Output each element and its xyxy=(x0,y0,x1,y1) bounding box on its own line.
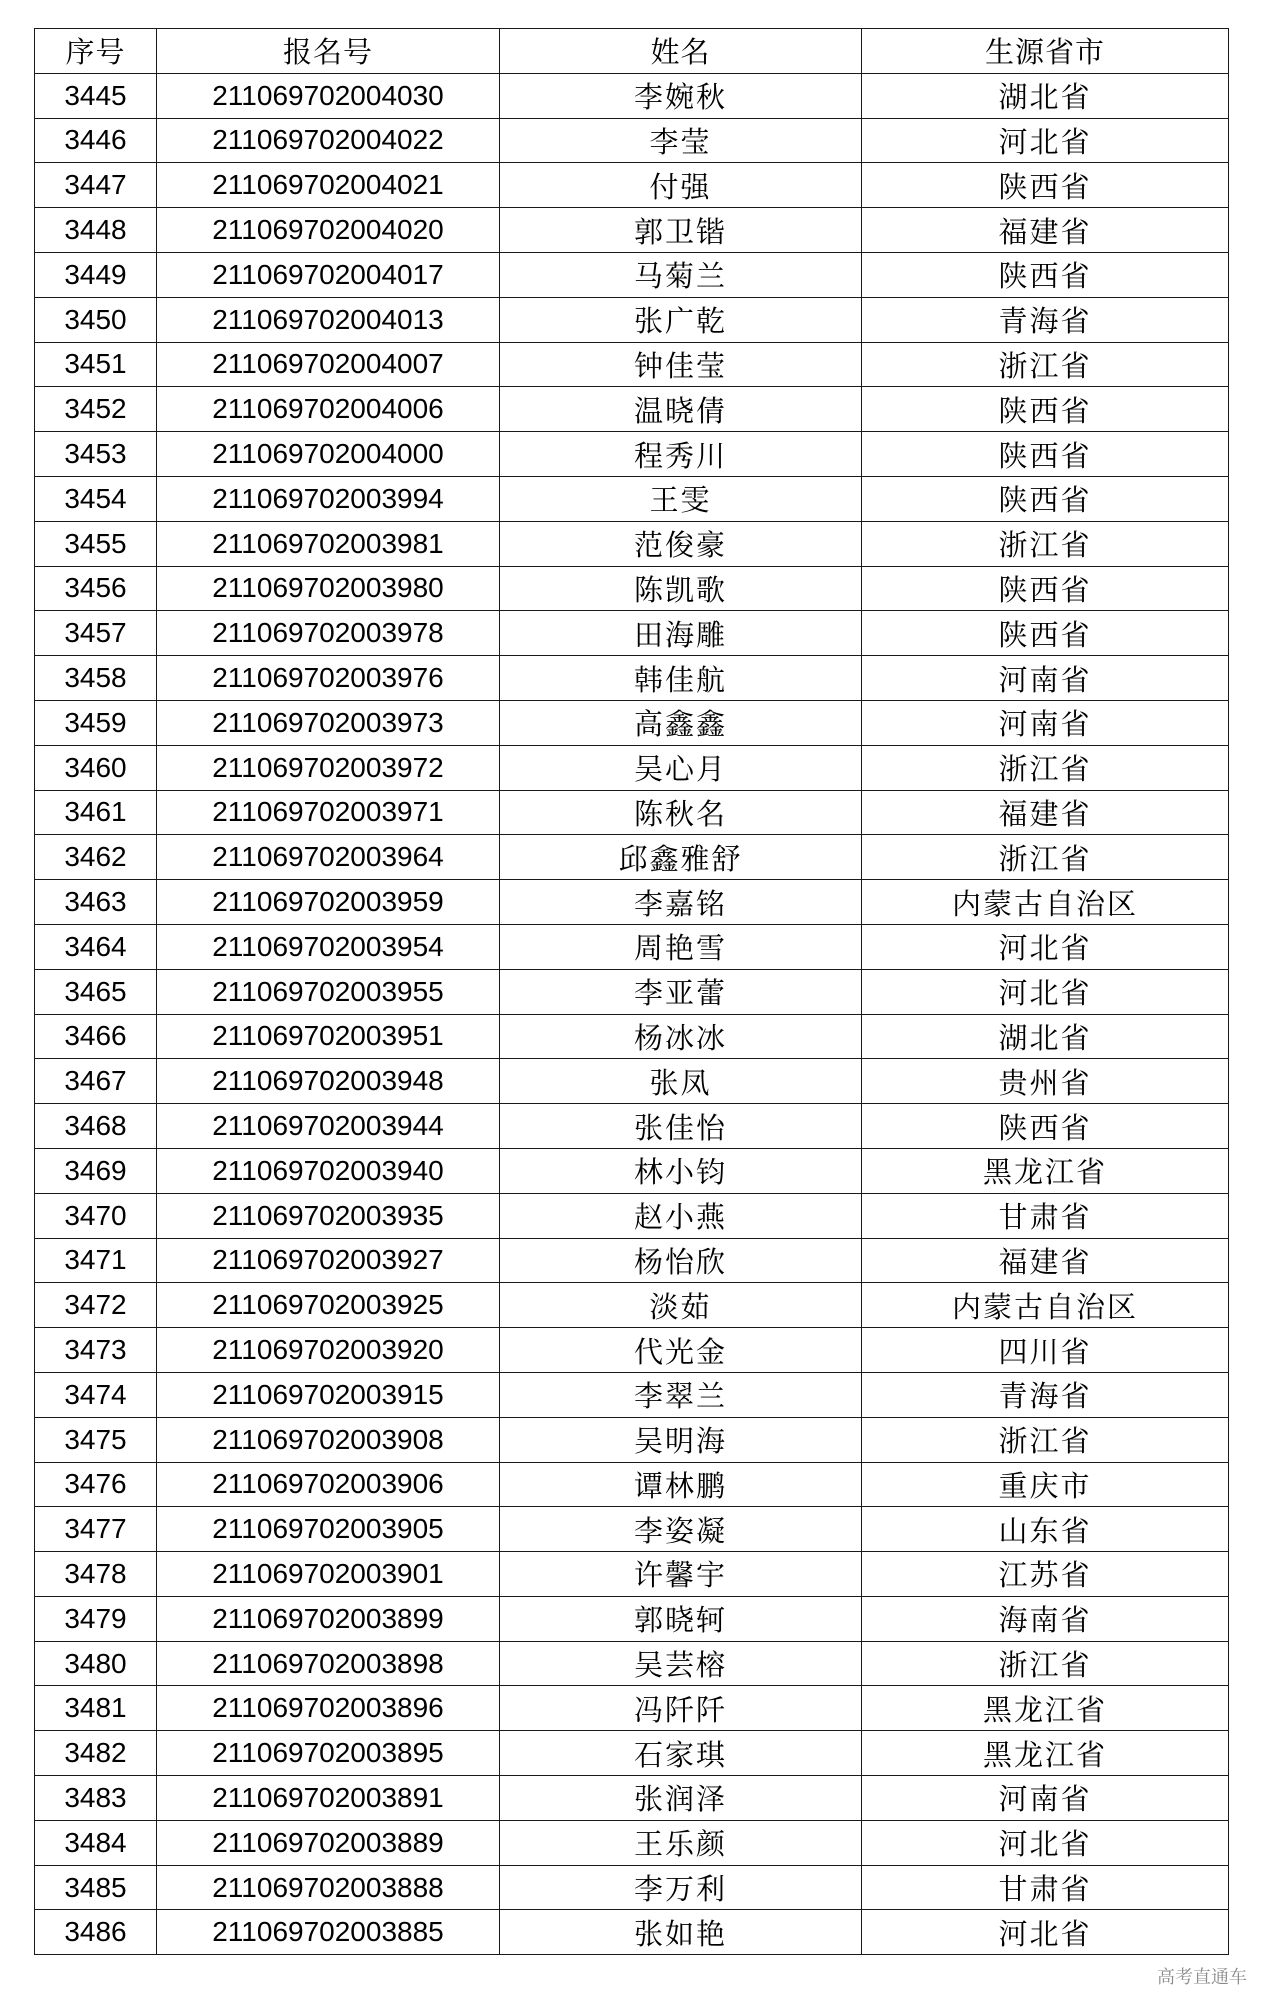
cell-registration-number: 211069702003891 xyxy=(157,1776,500,1821)
cell-sequence: 3460 xyxy=(35,745,157,790)
cell-registration-number: 211069702004006 xyxy=(157,387,500,432)
cell-sequence: 3465 xyxy=(35,969,157,1014)
cell-registration-number: 211069702003972 xyxy=(157,745,500,790)
header-sequence: 序号 xyxy=(35,29,157,74)
cell-name: 邱鑫雅舒 xyxy=(500,835,862,880)
cell-sequence: 3481 xyxy=(35,1686,157,1731)
table-body xyxy=(35,73,1229,1954)
cell-name: 李亚蕾 xyxy=(500,969,862,1014)
cell-province: 河南省 xyxy=(862,700,1229,745)
cell-registration-number: 211069702003935 xyxy=(157,1193,500,1238)
cell-province: 陕西省 xyxy=(862,476,1229,521)
table-row xyxy=(35,1462,1229,1507)
cell-registration-number: 211069702004013 xyxy=(157,297,500,342)
cell-registration-number: 211069702003898 xyxy=(157,1641,500,1686)
table-row xyxy=(35,1596,1229,1641)
cell-province: 浙江省 xyxy=(862,342,1229,387)
table-row xyxy=(35,118,1229,163)
table-row xyxy=(35,969,1229,1014)
cell-registration-number: 211069702003920 xyxy=(157,1328,500,1373)
cell-sequence: 3469 xyxy=(35,1148,157,1193)
cell-sequence: 3450 xyxy=(35,297,157,342)
cell-sequence: 3484 xyxy=(35,1820,157,1865)
cell-name: 李婉秋 xyxy=(500,73,862,118)
cell-name: 李翠兰 xyxy=(500,1372,862,1417)
cell-registration-number: 211069702004021 xyxy=(157,163,500,208)
cell-registration-number: 211069702003906 xyxy=(157,1462,500,1507)
cell-name: 马菊兰 xyxy=(500,252,862,297)
cell-province: 浙江省 xyxy=(862,835,1229,880)
cell-province: 海南省 xyxy=(862,1596,1229,1641)
cell-sequence: 3445 xyxy=(35,73,157,118)
cell-province: 甘肃省 xyxy=(862,1865,1229,1910)
cell-sequence: 3474 xyxy=(35,1372,157,1417)
cell-name: 陈秋名 xyxy=(500,790,862,835)
cell-sequence: 3482 xyxy=(35,1731,157,1776)
cell-province: 陕西省 xyxy=(862,566,1229,611)
table-row xyxy=(35,924,1229,969)
cell-sequence: 3478 xyxy=(35,1552,157,1597)
cell-name: 李万利 xyxy=(500,1865,862,1910)
cell-province: 黑龙江省 xyxy=(862,1731,1229,1776)
cell-province: 陕西省 xyxy=(862,387,1229,432)
cell-name: 代光金 xyxy=(500,1328,862,1373)
cell-province: 重庆市 xyxy=(862,1462,1229,1507)
cell-sequence: 3447 xyxy=(35,163,157,208)
cell-registration-number: 211069702004017 xyxy=(157,252,500,297)
table-row xyxy=(35,1417,1229,1462)
cell-province: 河南省 xyxy=(862,1776,1229,1821)
table-row xyxy=(35,1776,1229,1821)
cell-registration-number: 211069702003908 xyxy=(157,1417,500,1462)
table-row xyxy=(35,1865,1229,1910)
cell-province: 河北省 xyxy=(862,118,1229,163)
table-row xyxy=(35,880,1229,925)
cell-name: 石家琪 xyxy=(500,1731,862,1776)
cell-name: 温晓倩 xyxy=(500,387,862,432)
cell-name: 林小钧 xyxy=(500,1148,862,1193)
cell-sequence: 3483 xyxy=(35,1776,157,1821)
cell-province: 四川省 xyxy=(862,1328,1229,1373)
cell-sequence: 3456 xyxy=(35,566,157,611)
table-row xyxy=(35,1328,1229,1373)
cell-name: 吴明海 xyxy=(500,1417,862,1462)
cell-registration-number: 211069702003964 xyxy=(157,835,500,880)
cell-sequence: 3475 xyxy=(35,1417,157,1462)
cell-sequence: 3477 xyxy=(35,1507,157,1552)
table-row xyxy=(35,790,1229,835)
cell-province: 黑龙江省 xyxy=(862,1686,1229,1731)
cell-sequence: 3468 xyxy=(35,1104,157,1149)
cell-sequence: 3455 xyxy=(35,521,157,566)
cell-name: 陈凯歌 xyxy=(500,566,862,611)
cell-sequence: 3464 xyxy=(35,924,157,969)
cell-registration-number: 211069702003927 xyxy=(157,1238,500,1283)
cell-province: 陕西省 xyxy=(862,252,1229,297)
cell-name: 许馨宇 xyxy=(500,1552,862,1597)
table-row xyxy=(35,835,1229,880)
header-registration-number: 报名号 xyxy=(157,29,500,74)
table-header xyxy=(35,29,1229,74)
cell-name: 田海雕 xyxy=(500,611,862,656)
table-row xyxy=(35,1820,1229,1865)
cell-sequence: 3459 xyxy=(35,700,157,745)
cell-sequence: 3462 xyxy=(35,835,157,880)
cell-name: 韩佳航 xyxy=(500,656,862,701)
cell-name: 谭林鹏 xyxy=(500,1462,862,1507)
cell-name: 范俊豪 xyxy=(500,521,862,566)
table-row xyxy=(35,432,1229,477)
cell-sequence: 3451 xyxy=(35,342,157,387)
cell-registration-number: 211069702003940 xyxy=(157,1148,500,1193)
cell-sequence: 3466 xyxy=(35,1014,157,1059)
table-row xyxy=(35,1059,1229,1104)
table-row xyxy=(35,163,1229,208)
cell-registration-number: 211069702003948 xyxy=(157,1059,500,1104)
table-row xyxy=(35,1372,1229,1417)
cell-name: 杨怡欣 xyxy=(500,1238,862,1283)
cell-registration-number: 211069702003925 xyxy=(157,1283,500,1328)
cell-sequence: 3476 xyxy=(35,1462,157,1507)
cell-registration-number: 211069702003915 xyxy=(157,1372,500,1417)
cell-province: 陕西省 xyxy=(862,611,1229,656)
cell-province: 河北省 xyxy=(862,924,1229,969)
cell-name: 吴芸榕 xyxy=(500,1641,862,1686)
table-row xyxy=(35,1641,1229,1686)
cell-registration-number: 211069702003976 xyxy=(157,656,500,701)
cell-province: 山东省 xyxy=(862,1507,1229,1552)
roster-table xyxy=(34,28,1229,1955)
cell-name: 张广乾 xyxy=(500,297,862,342)
cell-sequence: 3457 xyxy=(35,611,157,656)
cell-sequence: 3473 xyxy=(35,1328,157,1373)
table-row xyxy=(35,745,1229,790)
cell-registration-number: 211069702003994 xyxy=(157,476,500,521)
cell-province: 甘肃省 xyxy=(862,1193,1229,1238)
cell-sequence: 3458 xyxy=(35,656,157,701)
cell-registration-number: 211069702003951 xyxy=(157,1014,500,1059)
cell-province: 陕西省 xyxy=(862,1104,1229,1149)
table-row xyxy=(35,1014,1229,1059)
cell-registration-number: 211069702003905 xyxy=(157,1507,500,1552)
cell-name: 张凤 xyxy=(500,1059,862,1104)
cell-registration-number: 211069702003978 xyxy=(157,611,500,656)
cell-name: 张润泽 xyxy=(500,1776,862,1821)
cell-registration-number: 211069702003885 xyxy=(157,1910,500,1955)
cell-province: 江苏省 xyxy=(862,1552,1229,1597)
cell-name: 高鑫鑫 xyxy=(500,700,862,745)
cell-province: 浙江省 xyxy=(862,1417,1229,1462)
cell-registration-number: 211069702004000 xyxy=(157,432,500,477)
cell-sequence: 3470 xyxy=(35,1193,157,1238)
cell-province: 福建省 xyxy=(862,208,1229,253)
cell-registration-number: 211069702003895 xyxy=(157,1731,500,1776)
cell-sequence: 3461 xyxy=(35,790,157,835)
cell-name: 郭卫锴 xyxy=(500,208,862,253)
cell-registration-number: 211069702003944 xyxy=(157,1104,500,1149)
cell-province: 陕西省 xyxy=(862,163,1229,208)
cell-sequence: 3472 xyxy=(35,1283,157,1328)
cell-name: 钟佳莹 xyxy=(500,342,862,387)
cell-province: 浙江省 xyxy=(862,1641,1229,1686)
table-row xyxy=(35,1104,1229,1149)
table-row xyxy=(35,342,1229,387)
cell-province: 湖北省 xyxy=(862,1014,1229,1059)
cell-name: 淡茹 xyxy=(500,1283,862,1328)
cell-registration-number: 211069702004022 xyxy=(157,118,500,163)
cell-province: 河南省 xyxy=(862,656,1229,701)
cell-name: 付强 xyxy=(500,163,862,208)
cell-sequence: 3448 xyxy=(35,208,157,253)
table-row xyxy=(35,1238,1229,1283)
cell-registration-number: 211069702003980 xyxy=(157,566,500,611)
cell-registration-number: 211069702003981 xyxy=(157,521,500,566)
cell-name: 赵小燕 xyxy=(500,1193,862,1238)
cell-province: 河北省 xyxy=(862,1910,1229,1955)
cell-name: 杨冰冰 xyxy=(500,1014,862,1059)
cell-registration-number: 211069702004030 xyxy=(157,73,500,118)
cell-sequence: 3454 xyxy=(35,476,157,521)
table-row xyxy=(35,1148,1229,1193)
table-row xyxy=(35,297,1229,342)
cell-province: 福建省 xyxy=(862,1238,1229,1283)
cell-registration-number: 211069702003955 xyxy=(157,969,500,1014)
cell-registration-number: 211069702003899 xyxy=(157,1596,500,1641)
cell-name: 程秀川 xyxy=(500,432,862,477)
cell-sequence: 3463 xyxy=(35,880,157,925)
cell-province: 青海省 xyxy=(862,1372,1229,1417)
cell-name: 冯阡阡 xyxy=(500,1686,862,1731)
table-row xyxy=(35,387,1229,432)
cell-province: 陕西省 xyxy=(862,432,1229,477)
cell-name: 王乐颜 xyxy=(500,1820,862,1865)
table-row xyxy=(35,1507,1229,1552)
cell-registration-number: 211069702003971 xyxy=(157,790,500,835)
table-row xyxy=(35,1686,1229,1731)
cell-province: 福建省 xyxy=(862,790,1229,835)
cell-name: 王雯 xyxy=(500,476,862,521)
cell-registration-number: 211069702004020 xyxy=(157,208,500,253)
table-row xyxy=(35,1283,1229,1328)
cell-name: 李姿凝 xyxy=(500,1507,862,1552)
table-row xyxy=(35,1193,1229,1238)
table-row xyxy=(35,611,1229,656)
cell-province: 浙江省 xyxy=(862,745,1229,790)
cell-province: 浙江省 xyxy=(862,521,1229,566)
cell-province: 内蒙古自治区 xyxy=(862,1283,1229,1328)
cell-registration-number: 211069702003896 xyxy=(157,1686,500,1731)
table-row xyxy=(35,208,1229,253)
cell-sequence: 3453 xyxy=(35,432,157,477)
table-row xyxy=(35,476,1229,521)
cell-sequence: 3479 xyxy=(35,1596,157,1641)
cell-sequence: 3467 xyxy=(35,1059,157,1104)
header-province: 生源省市 xyxy=(862,29,1229,74)
table-row xyxy=(35,1731,1229,1776)
cell-registration-number: 211069702003973 xyxy=(157,700,500,745)
cell-sequence: 3485 xyxy=(35,1865,157,1910)
cell-name: 张佳怡 xyxy=(500,1104,862,1149)
cell-name: 李莹 xyxy=(500,118,862,163)
header-row xyxy=(35,29,1229,74)
cell-registration-number: 211069702004007 xyxy=(157,342,500,387)
watermark-text: 高考直通车 xyxy=(1157,1967,1247,1988)
cell-sequence: 3480 xyxy=(35,1641,157,1686)
table-row xyxy=(35,1910,1229,1955)
cell-name: 吴心月 xyxy=(500,745,862,790)
cell-province: 黑龙江省 xyxy=(862,1148,1229,1193)
cell-sequence: 3471 xyxy=(35,1238,157,1283)
cell-name: 郭晓轲 xyxy=(500,1596,862,1641)
cell-province: 青海省 xyxy=(862,297,1229,342)
table-row xyxy=(35,73,1229,118)
cell-province: 湖北省 xyxy=(862,73,1229,118)
table-row xyxy=(35,566,1229,611)
cell-registration-number: 211069702003901 xyxy=(157,1552,500,1597)
table-row xyxy=(35,700,1229,745)
header-name: 姓名 xyxy=(500,29,862,74)
cell-province: 贵州省 xyxy=(862,1059,1229,1104)
cell-name: 李嘉铭 xyxy=(500,880,862,925)
cell-name: 张如艳 xyxy=(500,1910,862,1955)
cell-sequence: 3452 xyxy=(35,387,157,432)
cell-province: 内蒙古自治区 xyxy=(862,880,1229,925)
table-row xyxy=(35,252,1229,297)
cell-registration-number: 211069702003959 xyxy=(157,880,500,925)
cell-registration-number: 211069702003888 xyxy=(157,1865,500,1910)
cell-province: 河北省 xyxy=(862,1820,1229,1865)
cell-registration-number: 211069702003889 xyxy=(157,1820,500,1865)
cell-sequence: 3486 xyxy=(35,1910,157,1955)
table-row xyxy=(35,656,1229,701)
table-row xyxy=(35,1552,1229,1597)
cell-registration-number: 211069702003954 xyxy=(157,924,500,969)
cell-sequence: 3446 xyxy=(35,118,157,163)
cell-sequence: 3449 xyxy=(35,252,157,297)
cell-province: 河北省 xyxy=(862,969,1229,1014)
cell-name: 周艳雪 xyxy=(500,924,862,969)
table-row xyxy=(35,521,1229,566)
